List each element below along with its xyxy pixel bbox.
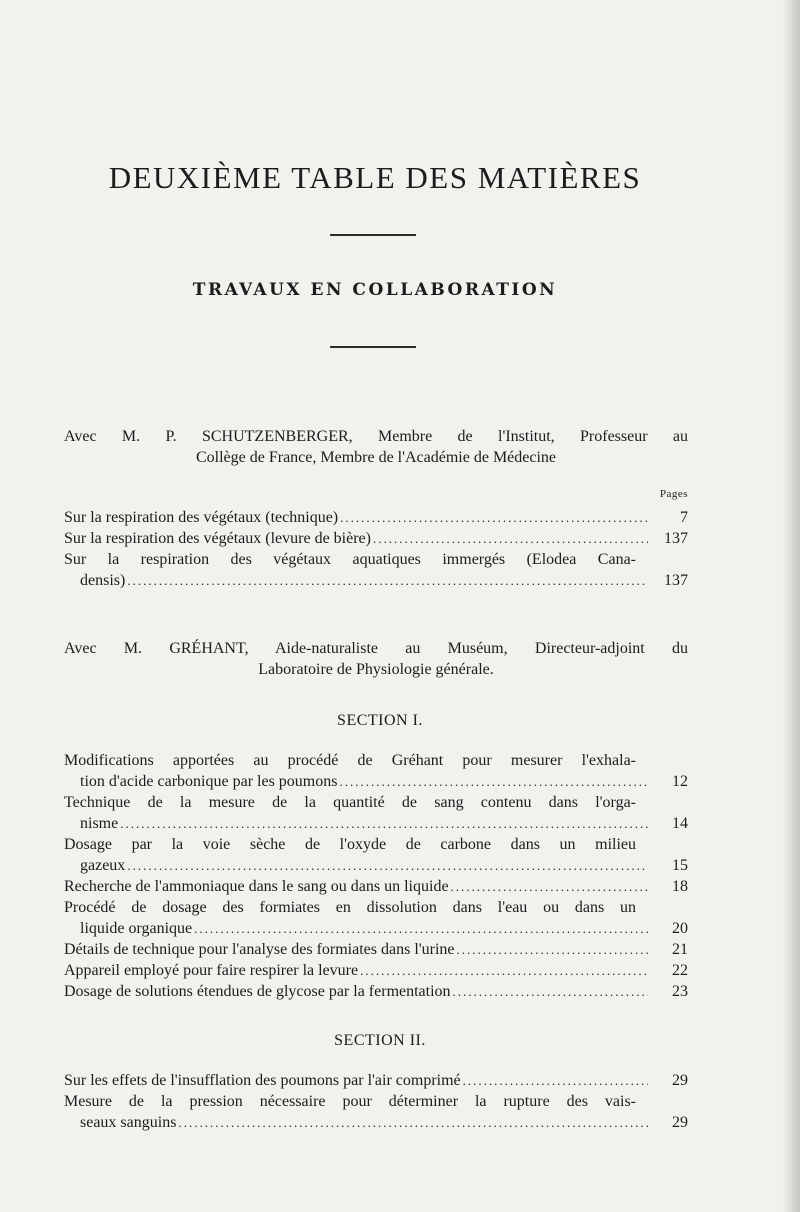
toc-entry[interactable] <box>64 528 688 549</box>
page-number: 137 <box>664 530 688 547</box>
toc-entry[interactable] <box>64 1070 688 1091</box>
collaborator-line: Avec M. GRÉHANT, Aide-naturaliste au Muséum, Directeur-adjoint du <box>64 640 688 657</box>
dot-leader <box>360 960 648 981</box>
entry-title: Sur les effets de l'insufflation des poumons par l'air comprimé <box>64 1072 461 1089</box>
toc-group-1 <box>64 507 688 591</box>
page-number: 22 <box>672 962 688 979</box>
page-number: 18 <box>672 878 688 895</box>
page-number: 7 <box>680 509 688 526</box>
toc-entry[interactable] <box>64 792 688 834</box>
section-heading: TRAVAUX EN COLLABORATION <box>192 280 558 300</box>
collaborator-heading-schutzenberger <box>64 426 688 468</box>
page-number: 137 <box>664 572 688 589</box>
toc-entry[interactable] <box>64 939 688 960</box>
page-number: 15 <box>672 857 688 874</box>
title-divider <box>330 234 416 236</box>
entry-title: Procédé de dosage des formiates en dissolution dans l'eau ou dans un <box>64 899 636 916</box>
toc-entry[interactable] <box>64 507 688 528</box>
page-edge-shadow <box>782 0 800 1212</box>
toc-entry[interactable] <box>64 1091 688 1133</box>
entry-title-continued: liquide organique <box>80 920 193 937</box>
toc-group-3 <box>64 1070 688 1133</box>
section-title: SECTION II. <box>334 1032 426 1049</box>
page-number: 12 <box>672 773 688 790</box>
page-number: 14 <box>672 815 688 832</box>
dot-leader <box>453 981 648 1002</box>
entry-title-continued: nisme <box>80 815 119 832</box>
entry-title: Recherche de l'ammoniaque dans le sang ou dans un liquide <box>64 878 449 895</box>
entry-title: Sur la respiration des végétaux aquatiques immergés (Elodea Cana- <box>64 551 636 568</box>
entry-title-continued: gazeux <box>80 857 126 874</box>
entry-title-continued: densis) <box>80 572 126 589</box>
collaborator-heading-grehant <box>64 638 688 680</box>
entry-title: Dosage de solutions étendues de glycose par la fermentation <box>64 983 451 1000</box>
toc-entry[interactable] <box>64 834 688 876</box>
toc-entry[interactable] <box>64 960 688 981</box>
dot-leader <box>463 1070 648 1091</box>
toc-entry[interactable] <box>64 549 688 591</box>
pages-column-label: Pages <box>659 488 688 500</box>
page-number: 29 <box>672 1114 688 1131</box>
entry-title: Dosage par la voie sèche de l'oxyde de carbone dans un milieu <box>64 836 636 853</box>
dot-leader <box>373 528 648 549</box>
collaborator-line: Collège de France, Membre de l'Académie de Médecine <box>195 449 557 466</box>
toc-group-2 <box>64 750 688 1002</box>
dot-leader <box>451 876 648 897</box>
page-number: 23 <box>672 983 688 1000</box>
dot-leader <box>178 1112 648 1133</box>
section-title: SECTION I. <box>337 712 423 729</box>
entry-title: Sur la respiration des végétaux (levure de bière) <box>64 530 371 547</box>
page-number: 20 <box>672 920 688 937</box>
dot-leader <box>194 918 648 939</box>
entry-title: Sur la respiration des végétaux (technique) <box>64 509 339 526</box>
toc-entry[interactable] <box>64 981 688 1002</box>
entry-title-continued: tion d'acide carbonique par les poumons <box>80 773 338 790</box>
dot-leader <box>127 570 648 591</box>
toc-entry[interactable] <box>64 750 688 792</box>
entry-title: Technique de la mesure de la quantité de sang contenu dans l'orga- <box>64 794 636 811</box>
entry-title: Modifications apportées au procédé de Gréhant pour mesurer l'exhala- <box>64 752 636 769</box>
page-number: 21 <box>672 941 688 958</box>
dot-leader <box>339 771 648 792</box>
page-title: DEUXIÈME TABLE DES MATIÈRES <box>108 160 642 195</box>
toc-entry[interactable] <box>64 876 688 897</box>
toc-entry[interactable] <box>64 897 688 939</box>
page-number: 29 <box>672 1072 688 1089</box>
subtitle-divider <box>330 346 416 348</box>
dot-leader <box>340 507 648 528</box>
entry-title: Appareil employé pour faire respirer la levure <box>64 962 359 979</box>
collaborator-line: Laboratoire de Physiologie générale. <box>258 661 494 678</box>
entry-title-continued: seaux sanguins <box>80 1114 177 1131</box>
dot-leader <box>127 855 648 876</box>
collaborator-line: Avec M. P. SCHUTZENBERGER, Membre de l'Institut, Professeur au <box>64 428 688 445</box>
dot-leader <box>120 813 648 834</box>
entry-title: Détails de technique pour l'analyse des formiates dans l'urine <box>64 941 455 958</box>
entry-title: Mesure de la pression nécessaire pour déterminer la rupture des vais- <box>64 1093 636 1110</box>
dot-leader <box>457 939 648 960</box>
